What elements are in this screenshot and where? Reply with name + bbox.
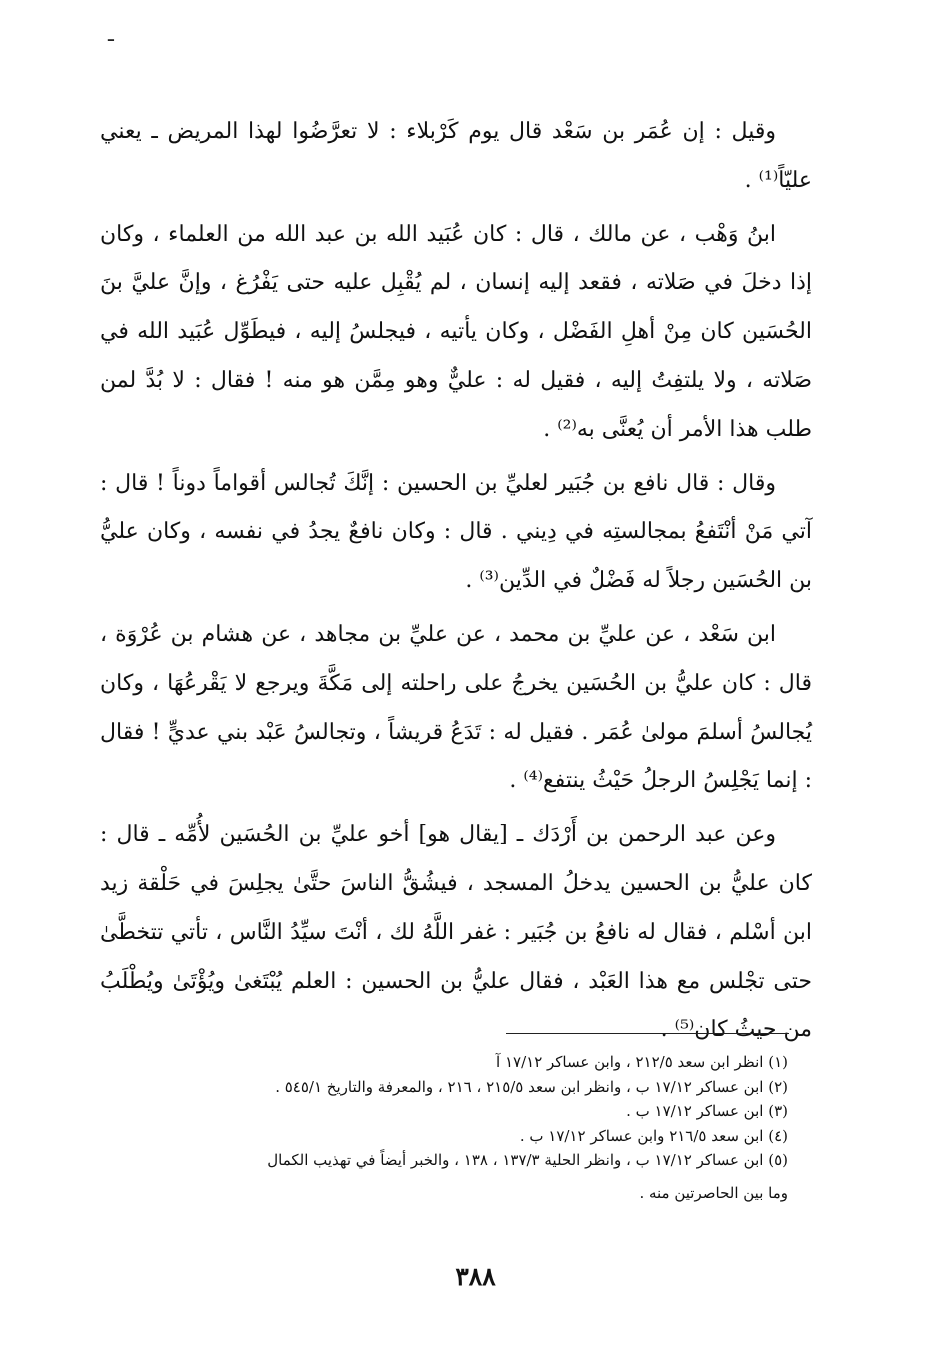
footnote: (٤) ابن سعد ٢١٦/٥ وابن عساكر ١٧/١٢ ب .: [519, 1126, 788, 1145]
header-mark: ـ: [108, 22, 114, 46]
footnote-continuation: وما بين الحاصرتين منه .: [639, 1183, 788, 1202]
footnote: (٣) ابن عساكر ١٧/١٢ ب .: [626, 1102, 788, 1120]
paragraph: ابنُ وَهْب ، عن مالك ، قال : كان عُبَيد الله بن عبد الله من العلماء ، وكان إذا دخلَ في صَلاته ، فقعد إليه إنسان ، لم يُقْبِل عليه حتى يَفْرُغ ، وإنَّ عليَّ بنَ الحُسَين كان مِنْ أهلِ الفَضْل ، وكان يأتيه ، فيجلسُ إليه ، فيطَوِّل عُبَيد الله في صَلاته ، ولا يلتفِتُ إليه ، فقيل له : عليٌّ وهو مِمَّن هو منه ! فقال : لا بُدَّ لمن طلب هذا الأمر أن يُعنَّى به⁽²⁾ .: [100, 221, 813, 442]
footnotes: [100, 1050, 788, 1205]
footnote: (١) انظر ابن سعد ٢١٢/٥ ، وابن عساكر ١٧/١٢ آ: [496, 1053, 788, 1071]
footnote: (٢) ابن عساكر ١٧/١٢ ب ، وانظر ابن سعد ٢١٥/٥ ، ٢١٦ ، والمعرفة والتاريخ ٥٤٥/١ .: [275, 1077, 788, 1096]
paragraph: وقال : قال نافع بن جُبَير لعليِّ بن الحسين : إنَّكَ تُجالس أقواماً دوناً ! قال : آتي مَنْ أنْتَفعُ بمجالستِه في دِيني . قال : وكان نافعٌ يجدُ في نفسه ، وكان عليُّ بن الحُسَين رجلاً له فَضْلٌ في الدِّين⁽³⁾ .: [100, 470, 812, 594]
footnote: (٥) ابن عساكر ١٧/١٢ ب ، وانظر الحلية ١٣٧/٣ ، ١٣٨ ، والخبر أيضاً في تهذيب الكمال: [267, 1151, 788, 1169]
paragraph: ابن سَعْد ، عن عليِّ بن محمد ، عن عليِّ بن مجاهد ، عن هشام بن عُرْوَة ، قال : كان عليُّ بن الحُسَين يخرجُ على راحلته إلى مَكَّةَ ويرجع لا يَقْرعُهَا ، وكان يُجالسُ أسلمَ مولىٰ عُمَر . فقيل له : تَدَعُ قريشاً ، وتجالسُ عَبْد بني عديٍّ ! فقال : إنما يَجْلِسُ الرجلُ حَيْثُ ينتفع⁽⁴⁾ .: [100, 621, 812, 794]
footnote-divider: [506, 1033, 789, 1034]
paragraph: وعن عبد الرحمن بن أَرْدَك ـ [يقال هو] أخو عليِّ بن الحُسَين لأُمِّه ـ قال : كان عليُّ بن الحسين يدخلُ المسجد ، فيشُقُّ الناسَ حتَّىٰ يجلِسَ في حَلْقة زيد ابن أسْلم ، فقال له نافعُ بن جُبَير : غفر اللَّهُ لك ، أنْتَ سيِّدُ النَّاس ، تأتي تتخطَّىٰ حتى تجْلس مع هذا العَبْد ، فقال عليُّ بن الحسين : العلم يُبْتَغىٰ ويُؤْتَىٰ ويُطْلَبُ من حيثُ كان⁽⁵⁾ .: [100, 822, 812, 1043]
page-number: ٣٨٨: [455, 1262, 496, 1291]
main-text: [100, 108, 812, 1060]
paragraph: وقيل : إن عُمَر بن سَعْد قال يوم كَرْبلاء : لا تعرَّضُوا لهذا المريض ـ يعني عليّاً⁽¹⁾ .: [100, 119, 812, 193]
